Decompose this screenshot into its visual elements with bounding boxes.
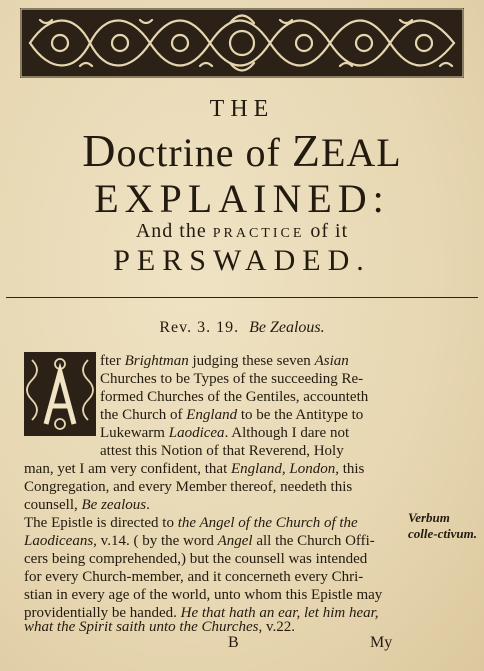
roman-text: , v.14. ( by the word	[93, 533, 218, 549]
body-line	[100, 424, 400, 442]
title-eal: EAL	[320, 130, 402, 175]
body-line	[24, 550, 400, 568]
margin-note: Verbum colle-ctivum.	[408, 510, 477, 541]
title-line-explained: EXPLAINED:	[94, 176, 390, 221]
roman-text: attest this Notion of that Reverend, Holy	[100, 443, 344, 459]
body-line	[24, 568, 400, 586]
italic-text: Laodicea	[168, 425, 225, 441]
roman-text: this	[338, 461, 365, 477]
ornamental-headpiece	[20, 8, 464, 78]
scripture-reference	[0, 319, 484, 337]
roman-text: man, yet I am very confident, that	[24, 461, 232, 477]
decorated-initial-a	[24, 352, 96, 436]
title-line-perswaded: PERSWADED.	[113, 244, 371, 277]
signature-mark: B	[228, 634, 239, 651]
body-line	[24, 514, 400, 532]
italic-text: what the Spirit saith unto the Churches	[24, 619, 259, 635]
body-line	[24, 460, 400, 478]
italic-text: Asian	[314, 353, 349, 369]
italic-text: England, London,	[231, 461, 339, 477]
roman-text: stian in every age of the world, unto whom this Epistle may	[24, 587, 383, 603]
body-line	[100, 352, 400, 370]
scripture-quote: Be Zealous.	[249, 319, 325, 336]
roman-text: all the Church Offi-	[252, 533, 375, 549]
roman-text: fter	[100, 353, 125, 369]
scripture-ref: Rev. 3. 19.	[159, 319, 240, 336]
roman-text: cers being comprehended,) but the counsell was intended	[24, 551, 368, 567]
italic-text: Angel	[217, 533, 253, 549]
body-line	[100, 388, 400, 406]
body-line	[100, 370, 400, 388]
italic-text: the Angel of the Church of the	[177, 515, 358, 531]
title-of-it: of it	[304, 220, 349, 242]
title-initial-z: Z	[291, 125, 321, 176]
title-and-the: And the	[135, 220, 213, 242]
roman-text: .	[146, 497, 150, 513]
roman-text: for every Church-member, and it concerneth every Chri-	[24, 569, 364, 585]
body-line	[24, 496, 400, 514]
title-doctrine-of: octrine of	[116, 130, 292, 175]
title-line-practice	[0, 220, 484, 243]
title-line-doctrine	[0, 124, 484, 177]
body-line	[24, 618, 400, 636]
roman-text: The Epistle is directed to	[24, 515, 178, 531]
body-line	[100, 406, 400, 424]
body-line	[100, 442, 400, 460]
roman-text: counsell,	[24, 497, 82, 513]
title-rule	[6, 297, 478, 298]
roman-text: Congregation, and every Member thereof, needeth this	[24, 479, 353, 495]
body-line	[24, 532, 400, 550]
roman-text: , v.22.	[258, 619, 295, 635]
roman-text: providentially be handed.	[24, 605, 181, 621]
italic-text: Be zealous	[81, 497, 147, 513]
italic-text: Brightman	[124, 353, 189, 369]
title-line-the: THE	[209, 96, 275, 122]
italic-text: He that hath an ear, let him hear,	[180, 605, 379, 621]
roman-text: the Church of	[100, 407, 187, 423]
roman-text: to be the Antitype to	[237, 407, 364, 423]
roman-text: Lukewarm	[100, 425, 169, 441]
title-initial-d: D	[82, 125, 117, 176]
body-line	[24, 478, 400, 496]
roman-text: . Although I dare not	[224, 425, 350, 441]
roman-text: Churches to be Types of the succeeding Re-	[100, 371, 364, 387]
roman-text: judging these seven	[188, 353, 315, 369]
title-practice-smallcaps: PRACTICE	[212, 226, 305, 241]
italic-text: Laodiceans	[24, 533, 94, 549]
roman-text: formed Churches of the Gentiles, accounteth	[100, 389, 369, 405]
catchword: My	[370, 634, 393, 651]
italic-text: England	[186, 407, 238, 423]
body-line	[24, 586, 400, 604]
